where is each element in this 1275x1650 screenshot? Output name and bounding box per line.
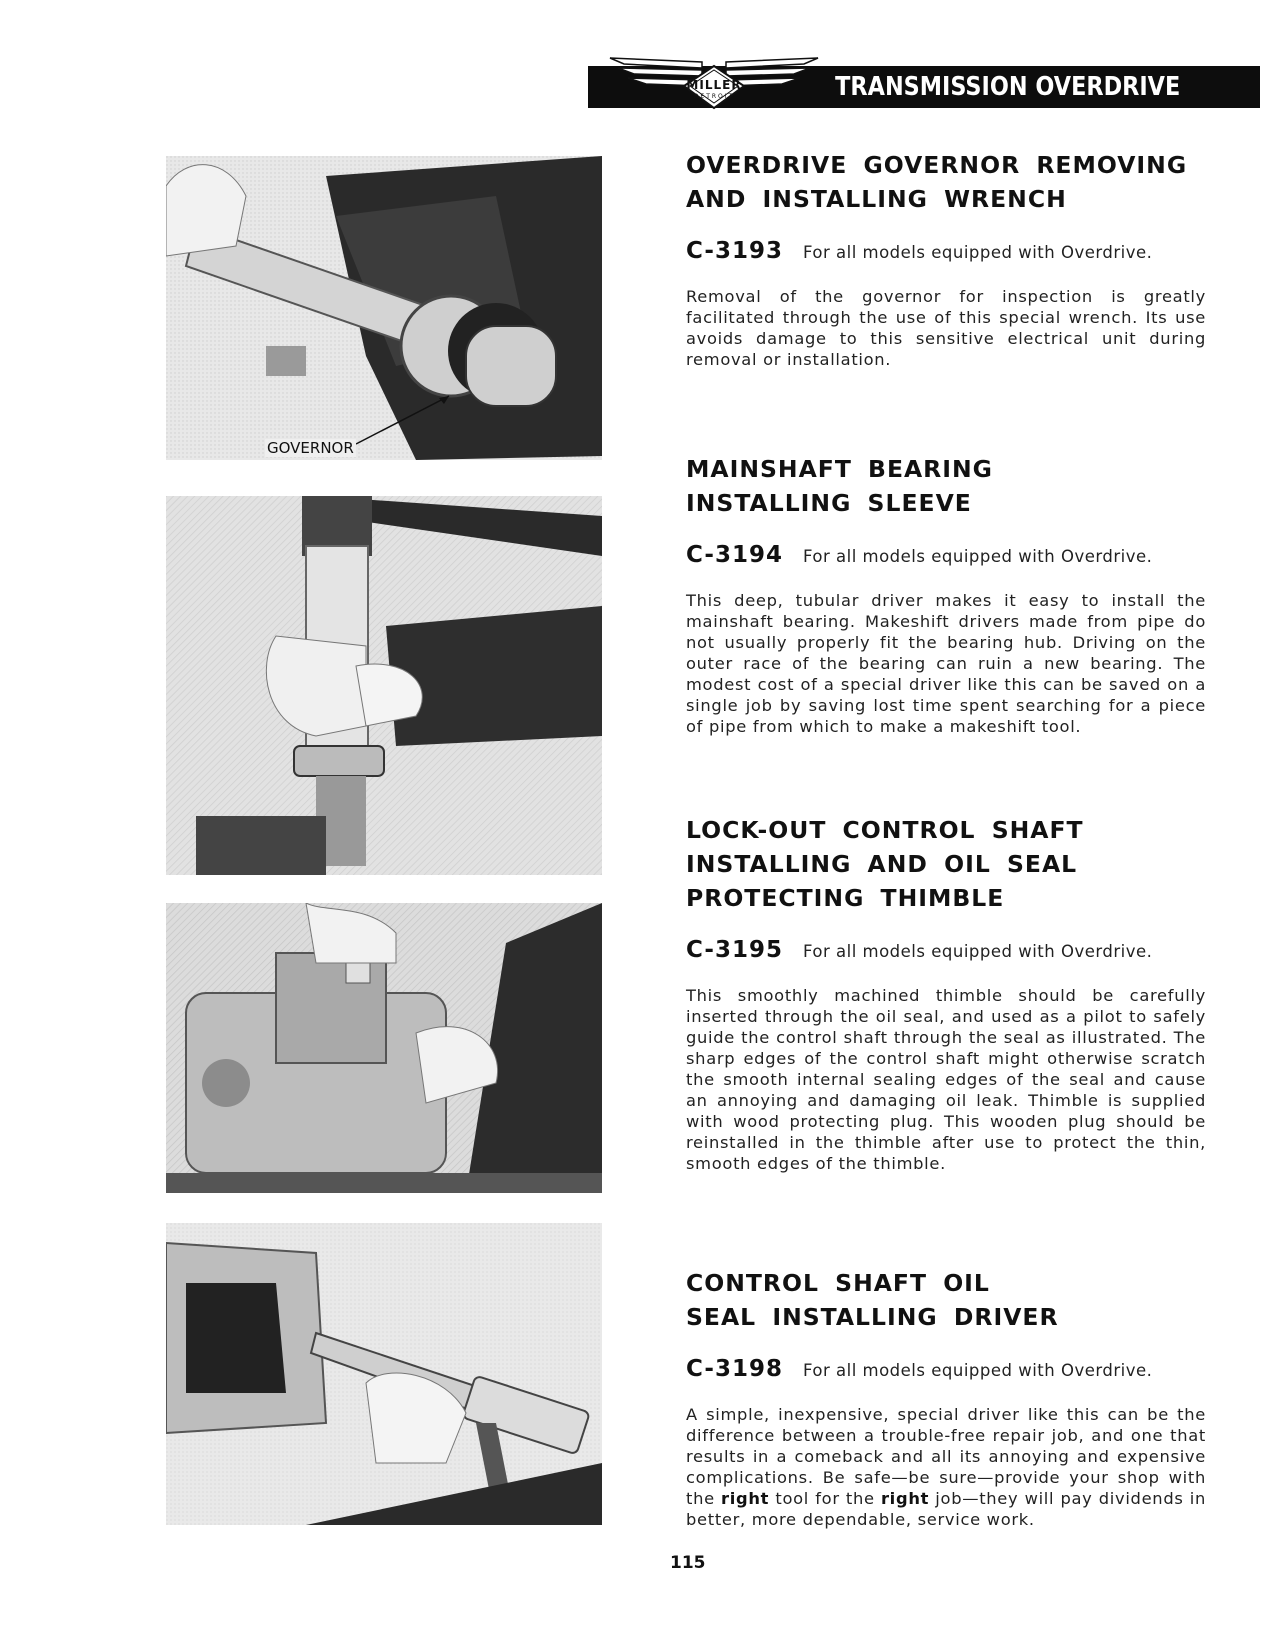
tool-code-line: [686, 937, 1206, 963]
heading-line: SEAL INSTALLING DRIVER: [686, 1303, 1059, 1331]
heading-line: PROTECTING THIMBLE: [686, 884, 1005, 912]
tool-code-line: [686, 542, 1206, 568]
tool-code: C-3195: [686, 937, 783, 963]
heading-line: INSTALLING AND OIL SEAL: [686, 850, 1078, 878]
section-heading: [686, 148, 1206, 216]
header-title: TRANSMISSION OVERDRIVE: [834, 72, 1180, 102]
tool-code-line: [686, 1356, 1206, 1382]
section-heading: [686, 1266, 1206, 1334]
heading-line: LOCK-OUT CONTROL SHAFT: [686, 816, 1084, 844]
body-emphasis: right: [721, 1489, 770, 1508]
seal-driver-photo: [166, 1223, 602, 1525]
section-body: This deep, tubular driver makes it easy to install the mainshaft bearing. Makeshift drivers made from pipe do not usually properly fit the bearing hub. Driving on the outer race of the bearing can ruin a new bearing. The modest cost of a special driver like this can be saved on a single job by saving lost time spent searching for a piece of pipe from which to make a makeshift tool.: [686, 591, 1206, 736]
tool-code: C-3194: [686, 542, 783, 568]
applies-to: For all models equipped with Overdrive.: [802, 243, 1153, 262]
page-number: 115: [670, 1553, 706, 1573]
body-text-part: A simple, inexpensive, special driver like this can be the difference between a trouble-free repair job, and one that results in a comeback and all its annoying and expensive complications. Be safe—be sure—provide your shop with the: [686, 1405, 1206, 1508]
logo-text: MILLER: [686, 78, 742, 92]
governor-wrench-photo: [166, 156, 602, 460]
section-c3194: [686, 452, 1206, 753]
section-heading: [686, 813, 1206, 915]
heading-line: AND INSTALLING WRENCH: [686, 185, 1067, 213]
heading-line: CONTROL SHAFT OIL: [686, 1269, 990, 1297]
section-c3198: [686, 1266, 1206, 1546]
body-text-part: tool for the: [769, 1489, 881, 1508]
section-c3193: [686, 148, 1206, 386]
tool-code: C-3193: [686, 238, 783, 264]
applies-to: For all models equipped with Overdrive.: [802, 942, 1153, 961]
applies-to: For all models equipped with Overdrive.: [802, 547, 1153, 566]
section-heading: [686, 452, 1206, 520]
body-emphasis: right: [880, 1489, 930, 1508]
section-c3195: [686, 813, 1206, 1190]
body-text-part: job—they will pay dividends in better, more dependable, service work.: [686, 1489, 1206, 1529]
tool-code-line: [686, 238, 1206, 264]
applies-to: For all models equipped with Overdrive.: [802, 1361, 1153, 1380]
section-body: [686, 1404, 1206, 1530]
lockout-thimble-photo: [166, 903, 602, 1193]
logo-subtext: DETROIT: [693, 93, 735, 100]
heading-line: INSTALLING SLEEVE: [686, 489, 972, 517]
tool-code: C-3198: [686, 1356, 783, 1382]
heading-line: OVERDRIVE GOVERNOR REMOVING: [686, 151, 1188, 179]
section-body: This smoothly machined thimble should be carefully inserted through the oil seal, and used as a pilot to safely guide the control shaft through the seal as illustrated. The sharp edges of the control shaft might otherwise scratch the smooth internal sealing edges of the seal and cause an annoying and damaging oil leak. Thimble is supplied with wood protecting plug. This wooden plug should be reinstalled in the thimble after use to protect the thin, smooth edges of the thimble.: [686, 986, 1206, 1173]
section-body: Removal of the governor for inspection is greatly facilitated through the use of this special wrench. Its use avoids damage to this sensitive electrical unit during removal or installation.: [686, 287, 1206, 369]
mainshaft-sleeve-photo: [166, 496, 602, 875]
heading-line: MAINSHAFT BEARING: [686, 455, 993, 483]
governor-label: GOVERNOR: [267, 439, 354, 457]
